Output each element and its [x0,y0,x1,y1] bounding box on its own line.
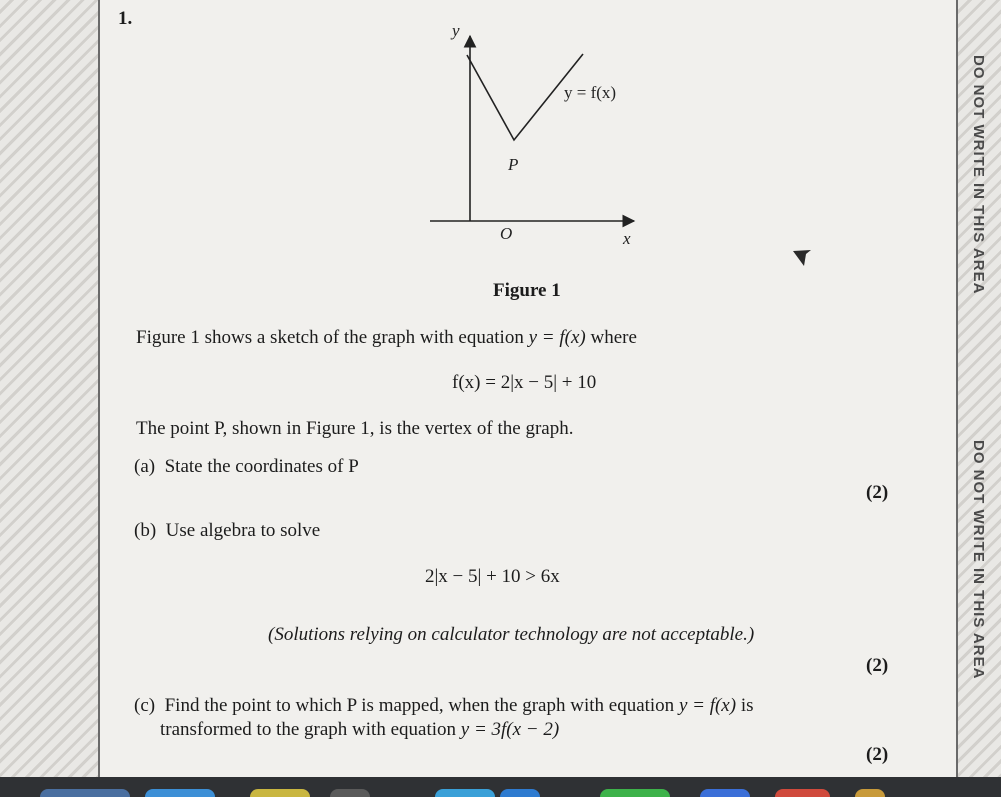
question-number: 1. [118,8,133,29]
taskbar-app-icon[interactable] [600,789,670,797]
part-a-marks: (2) [866,482,889,503]
x-axis-label: x [623,229,631,245]
part-b-question: (b) Use algebra to solve [134,520,321,541]
taskbar-app-icon[interactable] [145,789,215,797]
figure-caption: Figure 1 [493,280,561,301]
y-axis-label: y [452,21,460,40]
taskbar-app-icon[interactable] [250,789,310,797]
right-margin-rule [956,0,958,777]
left-margin-hatching [0,0,100,797]
part-a-question: (a) State the coordinates of P [134,456,359,477]
intro-sentence: Figure 1 shows a sketch of the graph with equation y = f(x) where [136,327,637,348]
taskbar-app-icon[interactable] [40,789,130,797]
curve-equation-label: y = f(x) [564,83,617,102]
taskbar-app-icon[interactable] [855,789,885,797]
taskbar-app-icon[interactable] [700,789,750,797]
mouse-pointer-icon [792,249,812,267]
figure-1-graph [400,20,660,245]
do-not-write-warning-bottom: DO NOT WRITE IN THIS AREA [970,440,987,680]
vertex-statement: The point P, shown in Figure 1, is the vertex of the graph. [136,418,574,439]
left-margin-rule [98,0,100,777]
taskbar-app-icon[interactable] [500,789,540,797]
part-b-inequality: 2|x − 5| + 10 > 6x [425,566,560,587]
taskbar-app-icon[interactable] [435,789,495,797]
vertex-label-p: P [508,155,519,174]
part-b-marks: (2) [866,655,889,676]
calculator-note: (Solutions relying on calculator technology are not acceptable.) [268,624,755,645]
taskbar-app-icon[interactable] [330,789,370,797]
function-definition: f(x) = 2|x − 5| + 10 [452,372,597,393]
origin-label: O [500,224,513,243]
part-c-marks: (2) [866,744,889,765]
part-c-line-1: (c) Find the point to which P is mapped, when the graph with equation y = f(x) is [134,695,754,716]
taskbar-app-icon[interactable] [775,789,830,797]
do-not-write-warning-top: DO NOT WRITE IN THIS AREA [970,55,987,295]
part-c-line-2: transformed to the graph with equation y = 3f(x − 2) [160,719,560,740]
